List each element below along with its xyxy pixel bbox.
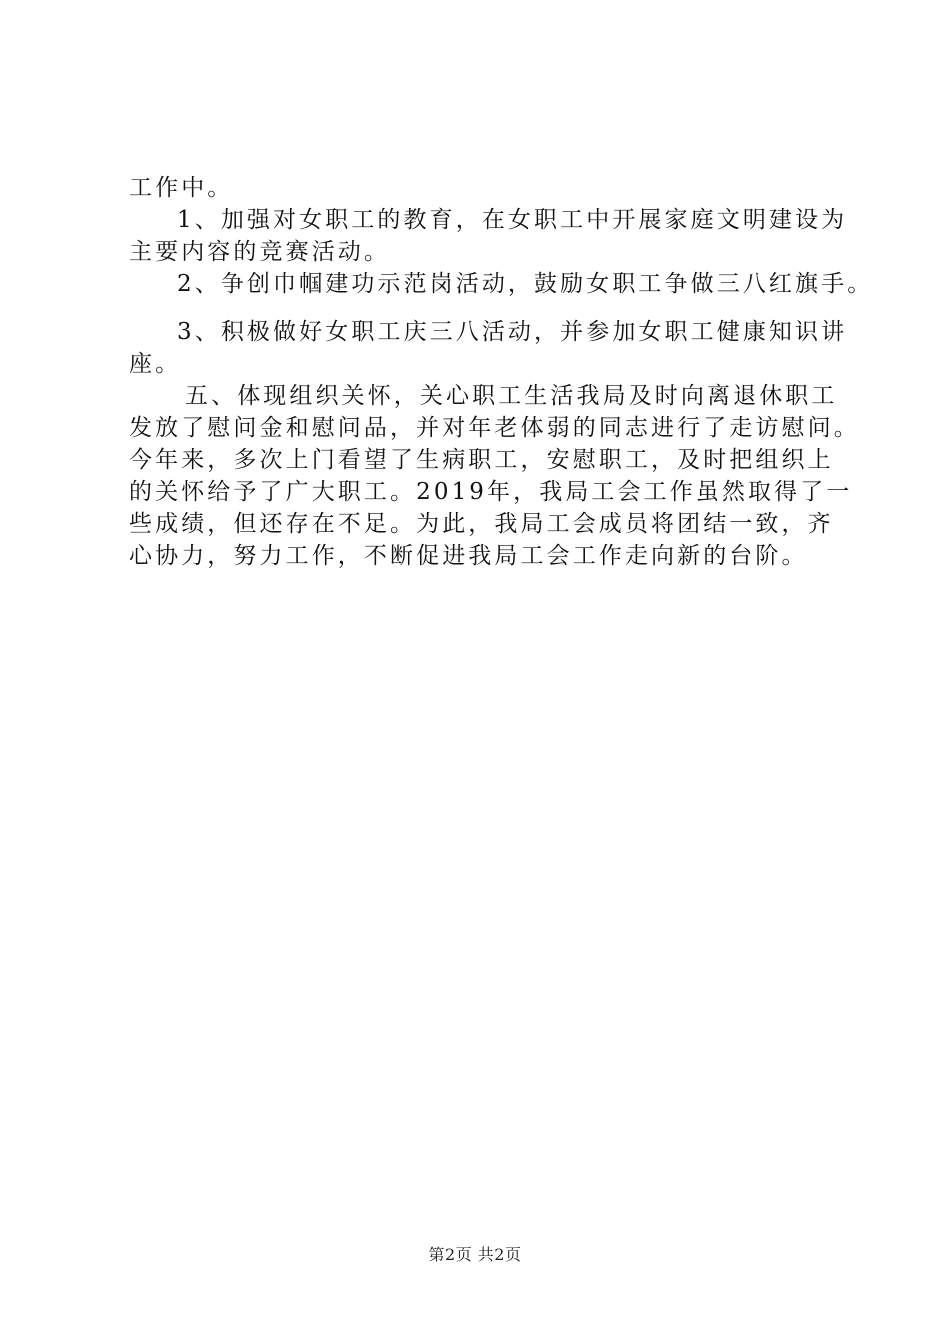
text-line: 今年来，多次上门看望了生病职工，安慰职工，及时把组织上 xyxy=(129,447,834,473)
section-five-heading-line: 五、体现组织关怀，关心职工生活我局及时向离退休职工 xyxy=(185,383,838,409)
text-line: 座。 xyxy=(129,351,182,377)
text-line: 工作中。 xyxy=(129,175,234,201)
page-number-footer: 第2页 共2页 xyxy=(428,1245,522,1264)
paragraph-gap xyxy=(129,300,841,316)
text-line: 心协力，努力工作，不断促进我局工会工作走向新的台阶。 xyxy=(129,543,808,569)
text-line: 些成绩，但还存在不足。为此，我局工会成员将团结一致，齐 xyxy=(129,511,834,537)
list-item-2: 2、争创巾帼建功示范岗活动，鼓励女职工争做三八红旗手。 xyxy=(177,271,874,297)
document-body xyxy=(129,172,874,572)
list-item-3: 3、积极做好女职工庆三八活动，并参加女职工健康知识讲 xyxy=(177,319,848,345)
list-item-1: 1、加强对女职工的教育，在女职工中开展家庭文明建设为 xyxy=(177,207,848,233)
text-line: 主要内容的竞赛活动。 xyxy=(129,239,390,265)
text-line: 的关怀给予了广大职工。2019年，我局工会工作虽然取得了一 xyxy=(129,479,853,505)
text-line: 发放了慰问金和慰问品，并对年老体弱的同志进行了走访慰问。 xyxy=(129,415,860,441)
